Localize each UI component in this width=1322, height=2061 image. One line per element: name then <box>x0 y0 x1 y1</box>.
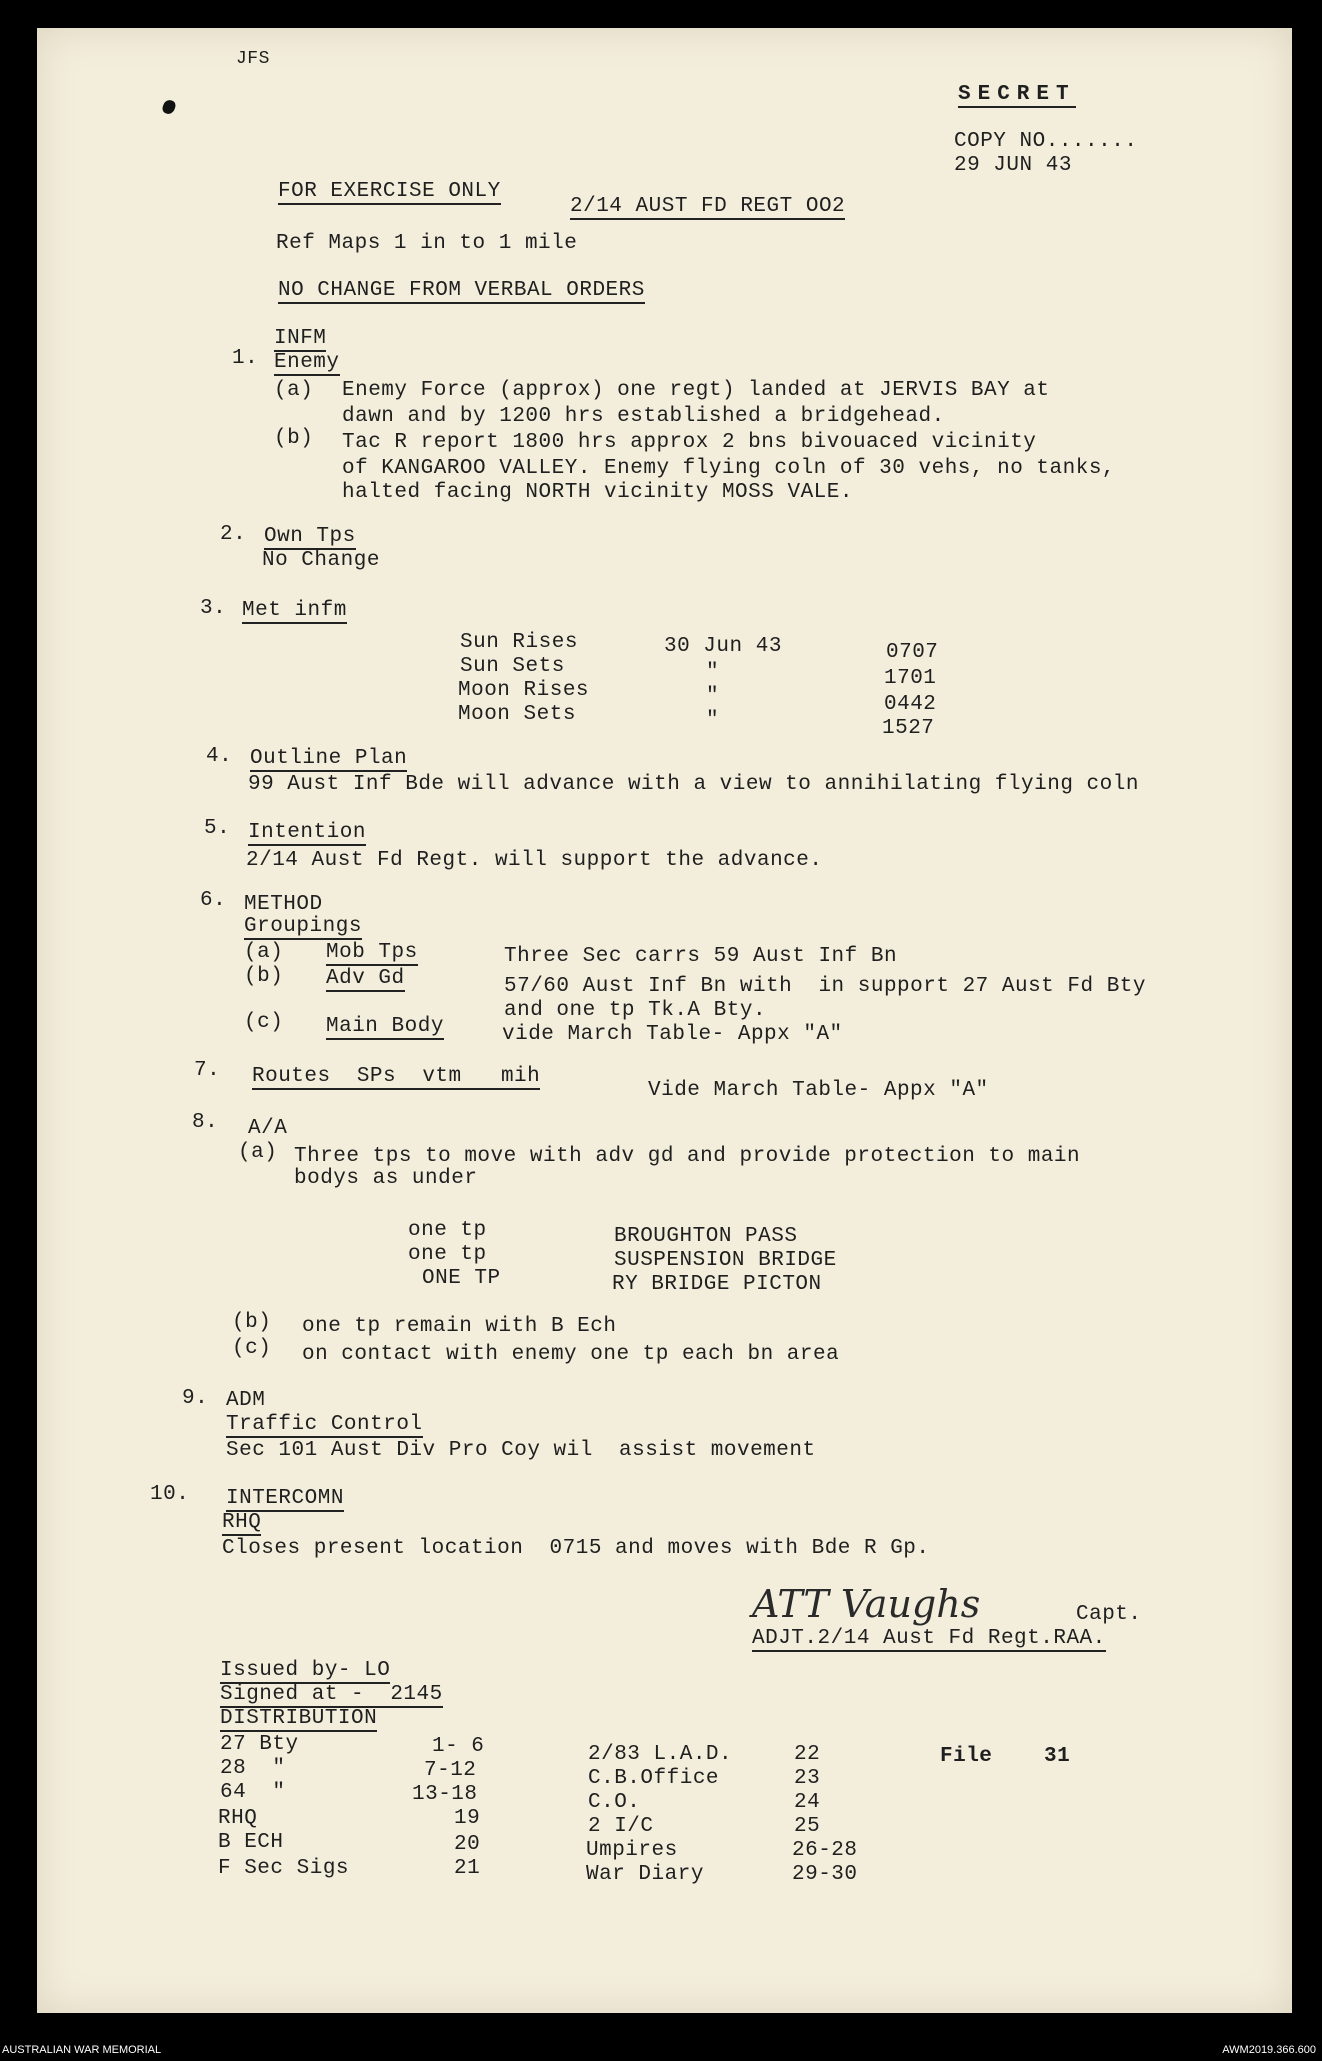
section-5-number: 5. <box>204 817 231 840</box>
grouping-b-name: Adv Gd <box>326 967 405 990</box>
grouping-c-text: vide March Table- Appx "A" <box>502 1023 843 1046</box>
distribution-copies: 22 <box>794 1743 821 1766</box>
section-8-number: 8. <box>192 1111 219 1134</box>
grouping-b-text1: 57/60 Aust Inf Bn with in support 27 Aust Fd Bty <box>504 975 1147 998</box>
met-row-time: 1701 <box>884 667 937 690</box>
distribution-unit: C.O. <box>588 1791 641 1814</box>
section-5-text: 2/14 Aust Fd Regt. will support the advance. <box>246 849 823 872</box>
distribution-unit: F Sec Sigs <box>218 1857 350 1880</box>
section-6-subheading: Groupings <box>244 915 362 938</box>
section-8c-label: (c) <box>232 1337 272 1360</box>
issued-by: Issued by- LO <box>220 1659 391 1682</box>
met-row-label: Moon Sets <box>458 703 576 726</box>
distribution-unit: 64 " <box>220 1781 286 1804</box>
section-1-heading: Enemy <box>274 351 340 374</box>
section-7-number: 7. <box>194 1059 221 1082</box>
section-9-subheading: Traffic Control <box>226 1413 423 1436</box>
section-10-number: 10. <box>150 1483 190 1506</box>
file-label: File <box>940 1745 993 1768</box>
distribution-copies: 7-12 <box>424 1759 477 1782</box>
section-3-number: 3. <box>200 597 227 620</box>
order-reference: 2/14 AUST FD REGT OO2 <box>570 195 846 218</box>
met-row-time: 0442 <box>884 693 937 716</box>
met-row-label: Moon Rises <box>458 679 590 702</box>
exercise-label: FOR EXERCISE ONLY <box>278 180 501 203</box>
signature-title: ADJT.2/14 Aust Fd Regt.RAA. <box>752 1627 1106 1650</box>
copy-number: COPY NO....... <box>954 130 1138 153</box>
section-8c-text: on contact with enemy one tp each bn area <box>302 1343 840 1366</box>
grouping-a-label: (a) <box>244 941 284 964</box>
section-6-heading: METHOD <box>244 893 323 916</box>
met-row-label: Sun Sets <box>460 655 565 678</box>
grouping-c-label: (c) <box>244 1011 284 1034</box>
section-2-text: No Change <box>262 549 380 572</box>
section-4-text: 99 Aust Inf Bde will advance with a view to annihilating flying coln <box>248 773 1139 796</box>
distribution-copies: 23 <box>794 1767 821 1790</box>
grouping-c-name: Main Body <box>326 1015 444 1038</box>
distribution-unit: 28 " <box>220 1757 286 1780</box>
distribution-copies: 21 <box>454 1857 481 1880</box>
section-4-heading: Outline Plan <box>250 747 408 770</box>
section-9-text: Sec 101 Aust Div Pro Coy wil assist movement <box>226 1439 816 1462</box>
no-change-heading: NO CHANGE FROM VERBAL ORDERS <box>278 279 645 302</box>
distribution-unit: Umpires <box>586 1839 678 1862</box>
distribution-copies: 24 <box>794 1791 821 1814</box>
distribution-unit: 2 I/C <box>588 1815 654 1838</box>
distribution-copies: 25 <box>794 1815 821 1838</box>
document-date: 29 JUN 43 <box>954 154 1072 177</box>
section-8b-text: one tp remain with B Ech <box>302 1315 617 1338</box>
classification: SECRET <box>958 83 1076 106</box>
file-copy-number: 31 <box>1044 1745 1071 1768</box>
distribution-unit: 2/83 L.A.D. <box>588 1743 733 1766</box>
distribution-copies: 29-30 <box>792 1863 858 1886</box>
signed-at: Signed at - 2145 <box>220 1683 443 1706</box>
ref-maps: Ref Maps 1 in to 1 mile <box>276 232 578 255</box>
section-9-heading: ADM <box>226 1389 266 1412</box>
grouping-b-text2: and one tp Tk.A Bty. <box>504 999 767 1022</box>
section-1a-line2: dawn and by 1200 hrs established a bridgehead. <box>342 405 945 428</box>
signature-rank: Capt. <box>1076 1603 1142 1626</box>
section-8a-label: (a) <box>238 1141 278 1164</box>
section-8b-label: (b) <box>232 1311 272 1334</box>
distribution-copies: 20 <box>454 1833 481 1856</box>
section-1a-label: (a) <box>274 379 314 402</box>
grouping-b-label: (b) <box>244 965 284 988</box>
section-2-heading: Own Tps <box>264 525 356 548</box>
signature-scrawl: ATT Vaughs <box>752 1582 981 1626</box>
section-1b-line1: Tac R report 1800 hrs approx 2 bns bivouaced vicinity <box>342 431 1037 454</box>
section-10-heading: INTERCOMN <box>226 1487 344 1510</box>
distribution-unit: 27 Bty <box>220 1733 299 1756</box>
aa-row-place: RY BRIDGE PICTON <box>612 1273 822 1296</box>
section-1b-label: (b) <box>274 427 314 450</box>
aa-row-qty: one tp <box>408 1219 487 1242</box>
aa-row-qty: one tp <box>408 1243 487 1266</box>
section-8a-line1: Three tps to move with adv gd and provide protection to main <box>294 1145 1081 1168</box>
grouping-a-text: Three Sec carrs 59 Aust Inf Bn <box>504 945 898 968</box>
section-10-subheading: RHQ <box>222 1511 262 1534</box>
footer-source: AUSTRALIAN WAR MEMORIAL <box>2 2044 162 2056</box>
distribution-unit: RHQ <box>218 1807 258 1830</box>
met-row-date: " <box>706 685 720 708</box>
section-7-text: Vide March Table- Appx "A" <box>648 1079 989 1102</box>
section-4-number: 4. <box>206 745 233 768</box>
distribution-unit: War Diary <box>586 1863 704 1886</box>
section-3-heading: Met infm <box>242 599 347 622</box>
distribution-copies: 1- 6 <box>432 1735 485 1758</box>
distribution-copies: 26-28 <box>792 1839 858 1862</box>
met-row-date: " <box>706 661 720 684</box>
section-7-heading: Routes SPs vtm mih <box>252 1065 541 1088</box>
section-2-number: 2. <box>220 523 247 546</box>
aa-row-qty: ONE TP <box>422 1267 501 1290</box>
grouping-a-name: Mob Tps <box>326 941 418 964</box>
distribution-unit: C.B.Office <box>588 1767 720 1790</box>
distribution-copies: 13-18 <box>412 1783 478 1806</box>
section-1-number: 1. <box>232 347 259 370</box>
met-row-label: Sun Rises <box>460 631 578 654</box>
section-6-number: 6. <box>200 889 227 912</box>
section-5-heading: Intention <box>248 821 366 844</box>
met-row-time: 1527 <box>882 717 935 740</box>
met-row-time: 0707 <box>886 641 939 664</box>
met-row-date: " <box>706 709 720 732</box>
footer-reference: AWM2019.366.600 <box>1222 2044 1316 2056</box>
met-row-date: 30 Jun 43 <box>664 635 782 658</box>
section-1a-line1: Enemy Force (approx) one regt) landed at JERVIS BAY at <box>342 379 1050 402</box>
initials: JFS <box>236 49 270 69</box>
infm-heading: INFM <box>274 327 327 350</box>
section-1b-line3: halted facing NORTH vicinity MOSS VALE. <box>342 481 853 504</box>
section-8a-line2: bodys as under <box>294 1167 478 1190</box>
aa-row-place: BROUGHTON PASS <box>614 1225 798 1248</box>
aa-row-place: SUSPENSION BRIDGE <box>614 1249 837 1272</box>
section-9-number: 9. <box>182 1387 209 1410</box>
distribution-copies: 19 <box>454 1807 481 1830</box>
section-1b-line2: of KANGAROO VALLEY. Enemy flying coln of 30 vehs, no tanks, <box>342 457 1116 480</box>
distribution-unit: B ECH <box>218 1831 284 1854</box>
distribution-heading: DISTRIBUTION <box>220 1707 378 1730</box>
section-10-text: Closes present location 0715 and moves with Bde R Gp. <box>222 1537 930 1560</box>
section-8-heading: A/A <box>248 1117 288 1140</box>
